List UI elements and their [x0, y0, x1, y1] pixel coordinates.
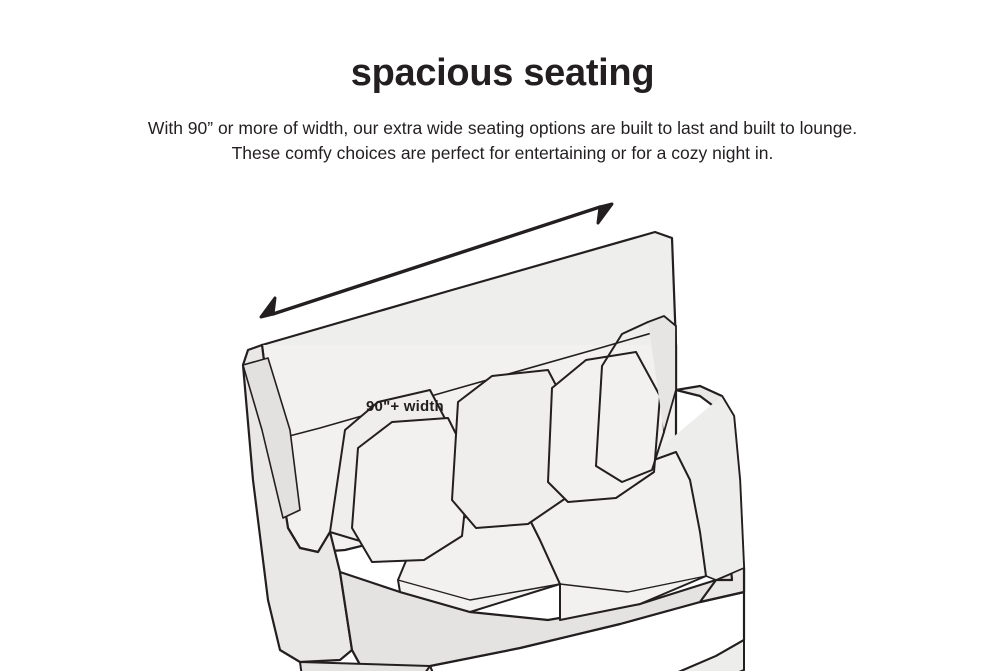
sofa-line-drawing-svg — [0, 180, 1005, 671]
sofa-illustration — [0, 180, 1005, 671]
description-line-1: With 90” or more of width, our extra wide seating options are built to last and built to lounge. — [147, 118, 858, 138]
description-line-2: These comfy choices are perfect for entertaining or for a cozy night in. — [231, 143, 774, 163]
page-title: spacious seating — [350, 52, 655, 94]
description-text — [0, 116, 1005, 166]
width-dimension-label: 90"+ width — [366, 398, 444, 415]
